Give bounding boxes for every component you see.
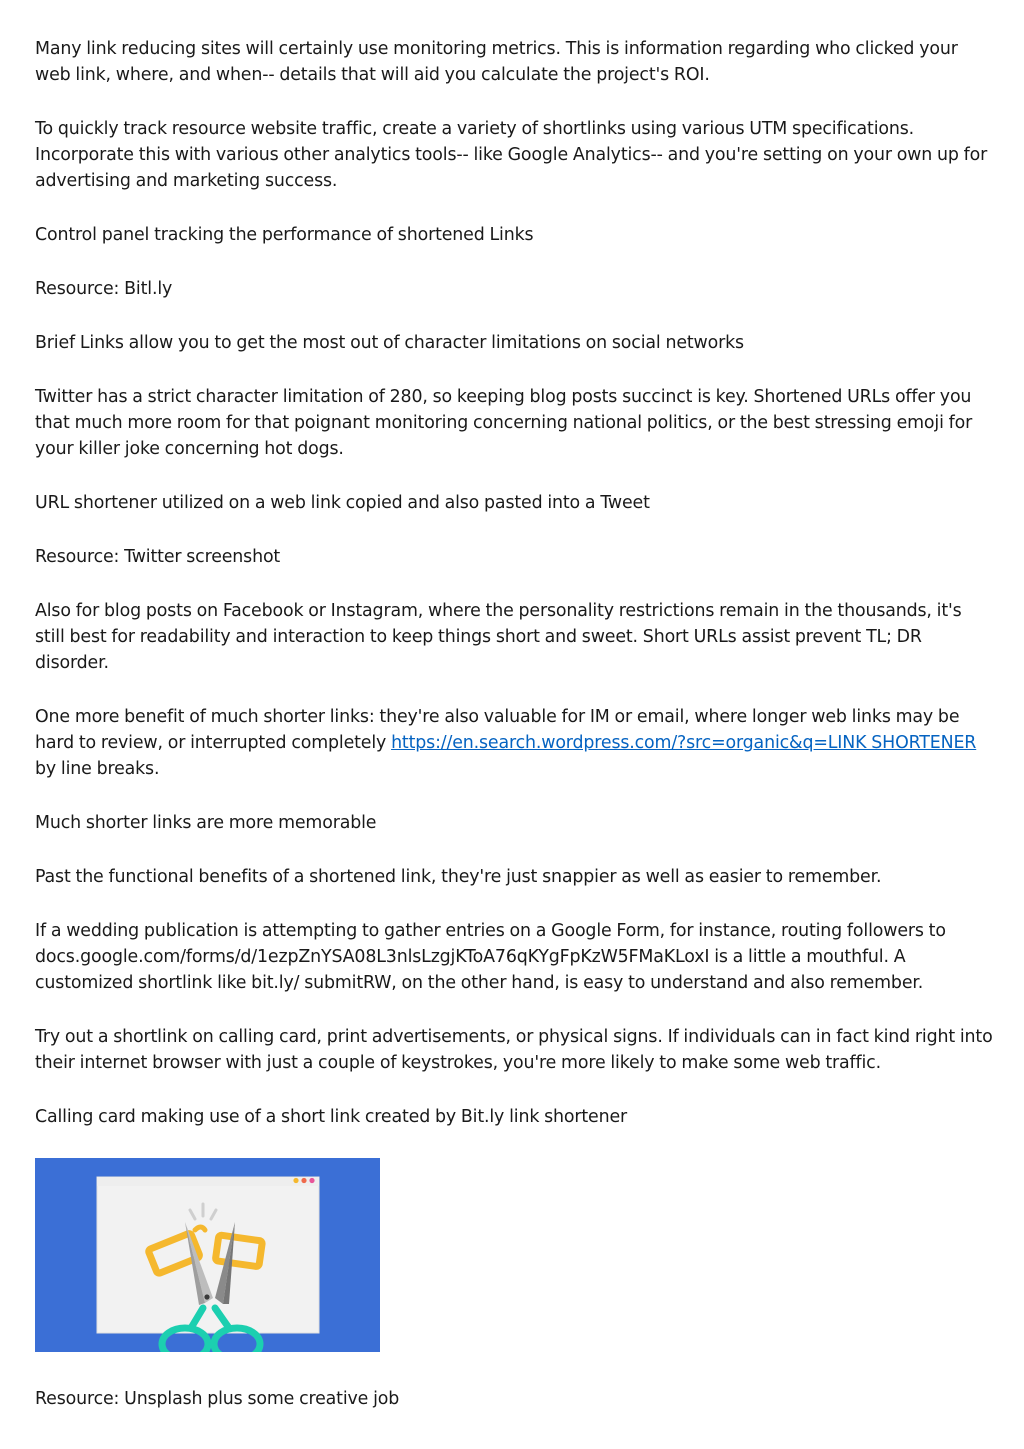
paragraph-resource-twitter: Resource: Twitter screenshot <box>35 547 281 567</box>
window-dot-yellow <box>293 1178 298 1183</box>
paragraph-twitter-limit: Twitter has a strict character limitation of 280, so keeping blog posts succinct is key. Shortened URLs offer you that much more room for that poignant monitoring concerning national politics, or the best stressing emoji for your killer joke concerning hot dogs. <box>35 387 973 459</box>
paragraph-tweet-caption: URL shortener utilized on a web link copied and also pasted into a Tweet <box>35 493 650 513</box>
paragraph-resource-unsplash: Resource: Unsplash plus some creative job <box>35 1389 400 1409</box>
document-body <box>35 36 995 1440</box>
paragraph-im-email <box>35 704 995 782</box>
paragraph-calling-card: Try out a shortlink on calling card, print advertisements, or physical signs. If individuals can in fact kind right into their internet browser with just a couple of keystrokes, you're more likely to make some web traffic. <box>35 1027 993 1073</box>
paragraph-utm: To quickly track resource website traffic, create a variety of shortlinks using various UTM specifications. Incorporate this with various other analytics tools-- like Google Analytics-- and you're setting on your own up for advertising and marketing success. <box>35 119 988 191</box>
paragraph-tracking-metrics: Many link reducing sites will certainly use monitoring metrics. This is information regarding who clicked your web link, where, and when-- details that will aid you calculate the project's ROI. <box>35 39 958 85</box>
link-shortener-illustration <box>35 1158 380 1352</box>
paragraph-memorable-heading: Much shorter links are more memorable <box>35 813 377 833</box>
paragraph-resource-bitly: Resource: Bitl.ly <box>35 279 173 299</box>
browser-titlebar <box>97 1177 319 1186</box>
window-dot-orange <box>301 1178 306 1183</box>
paragraph-calling-card-caption: Calling card making use of a short link created by Bit.ly link shortener <box>35 1107 628 1127</box>
paragraph-snappier: Past the functional benefits of a shortened link, they're just snappier as well as easier to remember. <box>35 867 882 887</box>
paragraph-google-form: If a wedding publication is attempting to gather entries on a Google Form, for instance, routing followers to docs.google.com/forms/d/1ezpZnYSA08L3nlsLzgjKToA76qKYgFpKzW5FMaKLoxI is a little a mouthful. A customized shortlink like bit.ly/ submitRW, on the other hand, is easy to understand and also remember. <box>35 921 946 993</box>
wordpress-search-link[interactable]: https://en.search.wordpress.com/?src=organic&q=LINK SHORTENER <box>391 733 977 753</box>
im-email-text-before: One more benefit of much shorter links: they're also valuable for IM or email, where longer web links may be hard to review, or interrupted completely <box>35 707 960 753</box>
browser-window <box>97 1177 319 1333</box>
paragraph-brief-links-heading: Brief Links allow you to get the most out of character limitations on social networks <box>35 333 744 353</box>
scissors-cutting-chain-link-icon <box>35 1158 380 1352</box>
im-email-text-after: by line breaks. <box>35 759 160 779</box>
scissor-pivot <box>204 1294 209 1299</box>
paragraph-control-panel: Control panel tracking the performance of shortened Links <box>35 225 534 245</box>
paragraph-facebook-instagram: Also for blog posts on Facebook or Instagram, where the personality restrictions remain in the thousands, it's still best for readability and interaction to keep things short and sweet. Short URLs assist prevent TL; DR disorder. <box>35 601 962 673</box>
window-dot-pink <box>309 1178 314 1183</box>
